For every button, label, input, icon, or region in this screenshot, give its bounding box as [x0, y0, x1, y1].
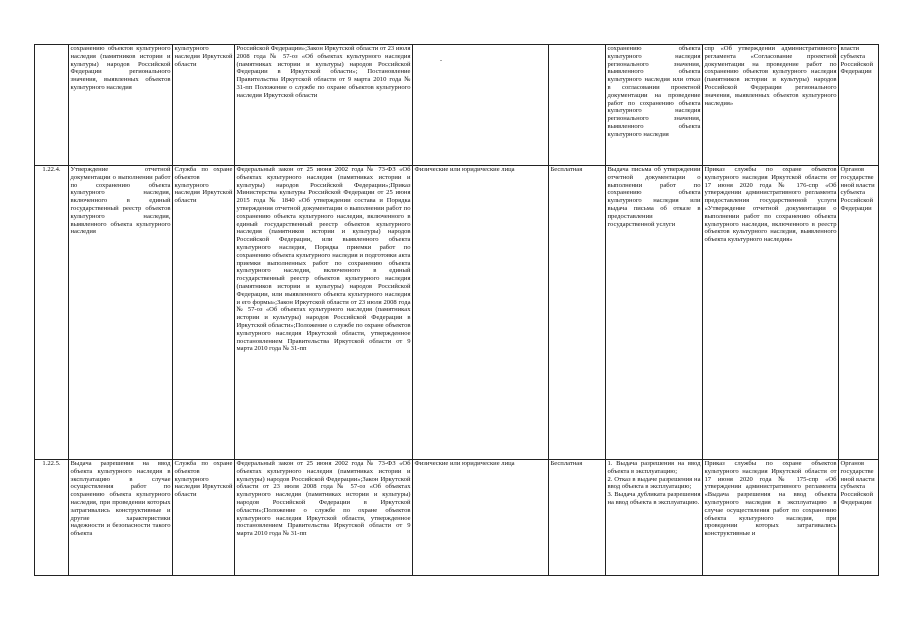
service-name-cell: Выдача разрешения на ввод объекта культурного наследия в эксплуатацию в случае осуществления работ по сохранению объекта культурного наследия, при проведении которых затрагивались конструктивные и другие характеристики надежности и безопасности такого объекта [69, 460, 173, 576]
fee-cell [549, 45, 606, 166]
authority-cell: Служба по охране объектов культурного наследия Иркутской области [173, 166, 235, 460]
result-cell: сохранению объекта культурного наследия регионального значения, выявленного объекта культурного наследия или отказ в согласовании проектной документации на проведение работ по сохранению объекта культурного наследия регионального значения, выявленного объекта культурного наследия [606, 45, 703, 166]
service-name-cell: сохранению объектов культурного наследия (памятников истории и культуры) народов Российской Федерации регионального значения, выявленных объектов культурного наследия [69, 45, 173, 166]
table-row [35, 460, 879, 576]
table-row [35, 45, 879, 166]
result-cell: 1. Выдача разрешения на ввод объекта в эксплуатацию; 2. Отказ в выдаче разрешения на ввод объекта в эксплуатацию; 3. Выдача дубликата разрешения на ввод объекта в эксплуатацию. [606, 460, 703, 576]
recipients-cell: Физические или юридические лица [413, 460, 549, 576]
level-cell: власти субъекта Российской Федерации [839, 45, 879, 166]
recipients-cell [413, 45, 549, 166]
regulation-cell: Приказ службы по охране объектов культурного наследия Иркутской области от 17 июня 2020 года № 176-спр «Об утверждении административного регламента предоставления государственной услуги «Утверждение отчетной документации о выполнении работ по сохранению объекта культурного наследия, включенного в реестр объектов культурного наследия, выявленного объекта культурного наследия» [703, 166, 839, 460]
service-name-cell: Утверждение отчетной документации о выполнении работ по сохранению объекта культурного наследия, включенного в единый государственный реестр объектов культурного наследия, выявленного объекта культурного наследия [69, 166, 173, 460]
table-row [35, 166, 879, 460]
fee-cell: Бесплатная [549, 166, 606, 460]
legal-basis-cell: Федеральный закон от 25 июня 2002 года № 73-ФЗ «Об объектах культурного наследия (памятниках истории и культуры) народов Российской Федерации»;Приказ Министерства культуры Российской Федерации от 25 июня 2015 года № 1840 «Об утверждении состава и Порядка утверждения отчетной документации о выполнении работ по сохранению объекта культурного наследия, включенного в единый государственный реестр объектов культурного наследия (памятников истории и культуры) народов Российской Федерации, или выявленного объекта культурного наследия, Порядка приемки работ по сохранению объекта культурного наследия и подготовки акта приемки выполненных работ по сохранению объекта культурного наследия, включенного в единый государственный реестр объектов культурного наследия (памятников истории и культуры) народов Российской Федерации, или выявленного объекта культурного наследия и его формы»;Закон Иркутской области от 23 июля 2008 года № 57-оз «Об объектах культурного наследия (памятниках истории и культуры) народов Российской Федерации в Иркутской области»;Положение о службе по охране объектов культурного наследия Иркутской области, утвержденное постановлением Правительства Иркутской области от 9 марта 2010 года № 31-пп [235, 166, 413, 460]
fee-cell: Бесплатная [549, 460, 606, 576]
legal-basis-cell: Российской Федерации»;Закон Иркутской области от 23 июля 2008 года № 57-оз «Об объектах культурного наследия (памятниках истории и культуры) народов Российской Федерации в Иркутской области»; Постановление Правительства Иркутской области от 9 марта 2010 года № 31-пп Положение о службе по охране объектов культурного наследия Иркутской области [235, 45, 413, 166]
regulation-cell: спр «Об утверждении административного регламента «Согласование проектной документации на проведение работ по сохранению объектов культурного наследия (памятников истории и культуры) народов Российской Федерации регионального значения, выявленных объектов культурного наследия» [703, 45, 839, 166]
authority-cell: Служба по охране объектов культурного наследия Иркутской области [173, 460, 235, 576]
recipients-cell: Физические или юридические лица [413, 166, 549, 460]
row-number [35, 45, 69, 166]
row-number: 1.22.4. [35, 166, 69, 460]
services-table [34, 44, 879, 576]
legal-basis-cell: Федеральный закон от 25 июня 2002 года № 73-ФЗ «Об объектах культурного наследия (памятниках истории и культуры) народов Российской Федерации»;Закон Иркутской области от 23 июля 2008 года № 57-оз «Об объектах культурного наследия (памятниках истории и культуры) народов Российской Федерации в Иркутской области»;Положение о службе по охране объектов культурного наследия Иркутской области, утвержденное постановлением Правительства Иркутской области от 9 марта 2010 года № 31-пп [235, 460, 413, 576]
stray-mark: - [440, 58, 442, 64]
level-cell: Органов государственной власти субъекта Российской Федерации [839, 166, 879, 460]
result-cell: Выдача письма об утверждении отчетной документации о выполнении работ по сохранению объекта культурного наследия или выдача письма об отказе в предоставлении государственной услуги [606, 166, 703, 460]
regulation-cell: Приказ службы по охране объектов культурного наследия Иркутской области от 17 июня 2020 года № 175-спр «Об утверждении административного регламента «Выдача разрешения на ввод объекта культурного наследия в эксплуатацию в случае осуществления работ по сохранению объекта культурного наследия, при проведении которых затрагивались конструктивные и [703, 460, 839, 576]
row-number: 1.22.5. [35, 460, 69, 576]
authority-cell: культурного наследия Иркутской области [173, 45, 235, 166]
level-cell: Органов государственной власти субъекта Российской Федерации [839, 460, 879, 576]
